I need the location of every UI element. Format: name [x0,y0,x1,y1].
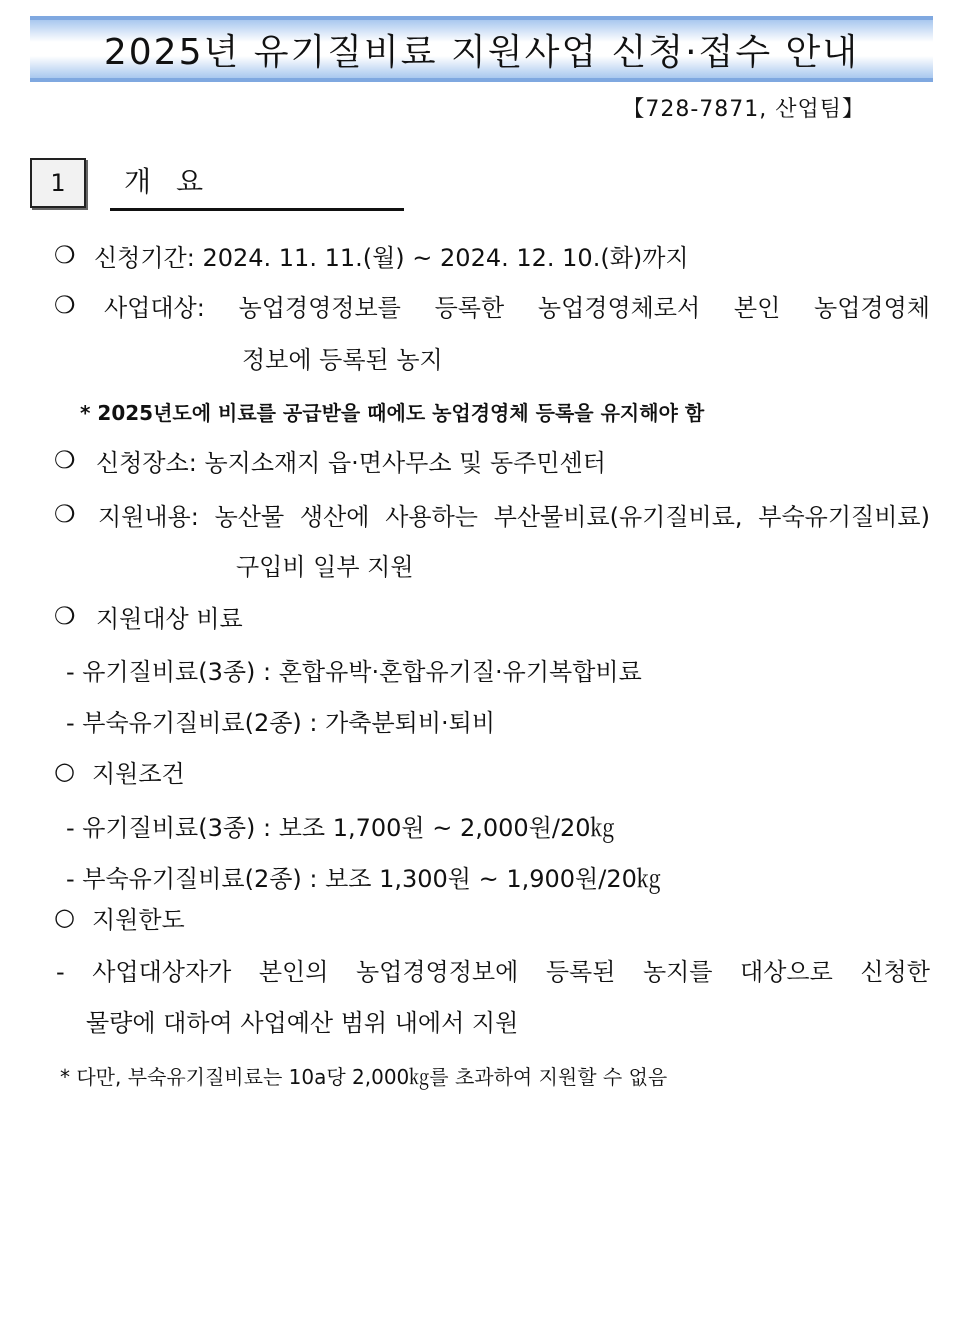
section-underline [110,208,404,211]
fert-item-1: - 유기질비료(3종) : 혼합유박·혼합유기질·유기복합비료 [66,658,642,686]
limit-text [56,955,930,989]
place-bullet-icon: ❍ [54,446,76,474]
target-word: 농업경영정보를 [238,294,401,322]
target-text-cont: 정보에 등록된 농지 [242,346,443,374]
target-word: 등록한 [434,294,505,322]
limit-word: 등록된 [545,958,616,986]
target-text [104,291,930,325]
limit-word: 본인의 [258,958,329,986]
fert-heading: 지원대상 비료 [96,605,243,633]
content-text [98,500,930,534]
cond-item-1: - 유기질비료(3종) : 보조 1,700원 ~ 2,000원/20㎏ [66,814,615,842]
section-number: 1 [50,169,66,197]
target-word: 본인 [733,294,781,322]
limit-text-cont: 물량에 대하여 사업예산 범위 내에서 지원 [86,1009,519,1037]
limit-word: 사업대상자가 [92,958,232,986]
fert-item-2: - 부숙유기질비료(2종) : 가축분퇴비·퇴비 [66,709,496,737]
section-title: 개 요 [124,165,211,198]
fert-bullet-icon: ❍ [54,602,76,630]
limit-word: 농지를 [642,958,713,986]
target-word: 농업경영체로서 [537,294,701,322]
limit-word: 신청한 [860,958,930,986]
target-note: * 2025년도에 비료를 공급받을 때에도 농업경영체 등록을 유지해야 함 [80,401,705,425]
cond-item-2: - 부숙유기질비료(2종) : 보조 1,300원 ~ 1,900원/20㎏ [66,865,661,893]
limit-word: 농업경영정보에 [355,958,519,986]
period-bullet-icon: ❍ [54,241,76,269]
target-word: 농업경영체 [814,294,930,322]
content-text-cont: 구입비 일부 지원 [236,553,414,581]
cond-heading: 지원조건 [92,760,185,788]
target-word: 사업대상: [104,294,205,322]
cond-bullet-icon: ○ [54,757,75,785]
limit-note: * 다만, 부숙유기질비료는 10a당 2,000㎏를 초과하여 지원할 수 없음 [60,1065,668,1089]
content-bullet-icon: ❍ [54,500,76,528]
content-word: 농산물 [214,503,285,531]
content-word: 사용하는 [385,503,478,531]
contact-info: 【728-7871, 산업팀】 [622,97,865,122]
content-word: 부숙유기질비료) [758,503,930,531]
page-title: 2025년 유기질비료 지원사업 신청·접수 안내 [103,31,860,73]
title-banner [30,16,933,82]
section-number-box [30,158,86,208]
target-bullet-icon: ❍ [54,291,76,319]
place-text: 신청장소: 농지소재지 읍·면사무소 및 동주민센터 [96,449,606,477]
limit-bullet-icon: ○ [54,903,75,931]
content-word: 지원내용: [98,503,199,531]
limit-word: - [56,958,65,986]
limit-heading: 지원한도 [92,906,185,934]
period-text: 신청기간: 2024. 11. 11.(월) ~ 2024. 12. 10.(화)까지 [94,244,689,272]
content-word: 생산에 [299,503,370,531]
limit-word: 대상으로 [740,958,833,986]
content-word: 부산물비료(유기질비료, [493,503,743,531]
